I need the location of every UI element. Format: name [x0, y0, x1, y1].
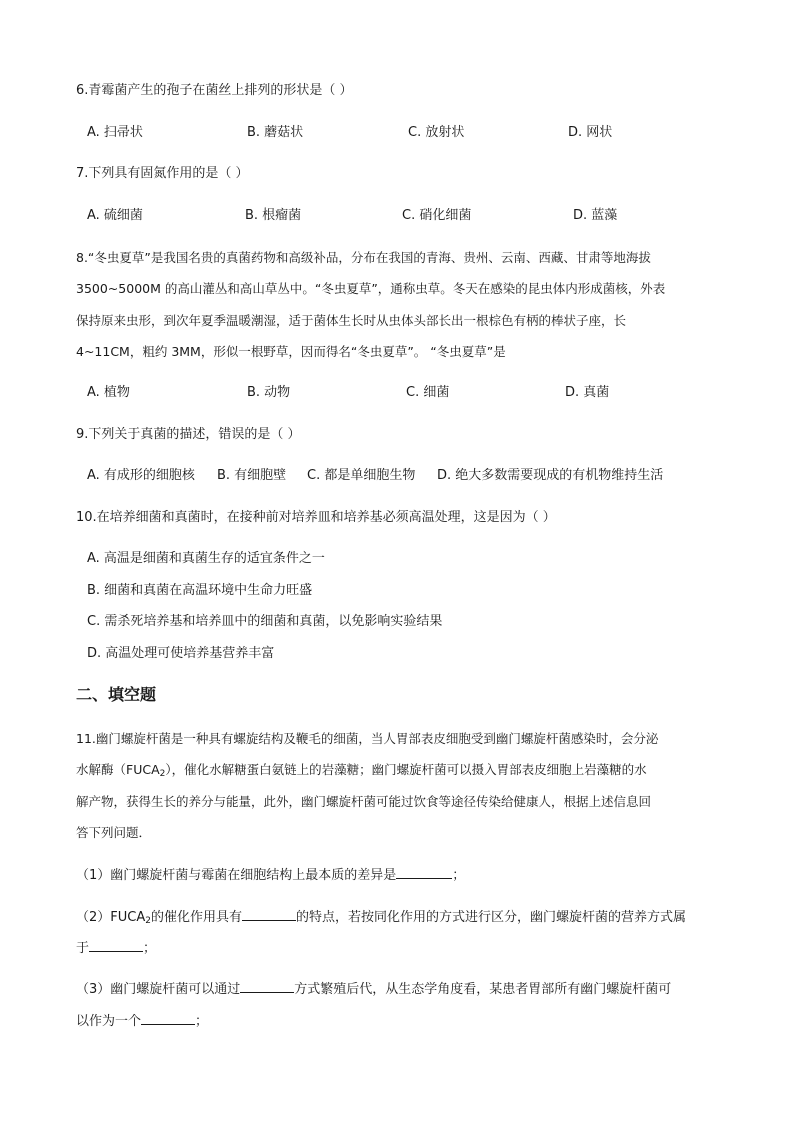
q8-option-b: B. 动物	[247, 385, 291, 400]
q8-option-d: D. 真菌	[565, 385, 610, 400]
q11-sub2-text-a: （2）FUCA	[76, 910, 146, 925]
q7-option-b: B. 根瘤菌	[245, 208, 302, 223]
question-6-stem: 6.青霉菌产生的孢子在菌丝上排列的形状是（ ）	[76, 83, 353, 98]
q11-sub3-text-a: （3）幽门螺旋杆菌可以通过	[76, 982, 241, 997]
question-9-stem: 9.下列关于真菌的描述，错误的是（ ）	[76, 427, 301, 442]
q11-sub3-text-b: 方式繁殖后代，从生态学角度看，某患者胃部所有幽门螺旋杆菌可	[294, 982, 672, 997]
q11-sub-question-3-cont	[76, 1012, 208, 1030]
question-11-line-2	[76, 762, 647, 782]
q9-option-a: A. 有成形的细胞核	[87, 468, 195, 483]
question-11-line-4: 答下列问题．	[76, 825, 152, 840]
answer-blank-5[interactable]	[141, 1012, 195, 1025]
q11-sub3-text-c: 以作为一个	[76, 1014, 142, 1029]
answer-blank-2[interactable]	[242, 908, 296, 921]
q6-option-a: A. 扫帚状	[87, 125, 143, 140]
q11-sub2-end: ；	[143, 941, 157, 956]
q6-option-d: D. 网状	[568, 125, 613, 140]
q9-option-b: B. 有细胞壁	[217, 468, 287, 483]
q11-line2-text-a: 水解酶（FUCA	[76, 762, 160, 777]
q11-sub-question-1	[76, 866, 465, 884]
q11-sub1-end: ；	[452, 868, 466, 883]
question-10-stem: 10.在培养细菌和真菌时，在接种前对培养皿和培养基必须高温处理，这是因为（ ）	[76, 510, 556, 525]
question-7-stem: 7.下列具有固氮作用的是（ ）	[76, 166, 249, 181]
q10-option-b: B. 细菌和真菌在高温环境中生命力旺盛	[87, 583, 313, 598]
answer-blank-1[interactable]	[396, 866, 452, 879]
q8-option-a: A. 植物	[87, 385, 130, 400]
answer-blank-4[interactable]	[240, 980, 294, 993]
question-11-line-3: 解产物，获得生长的养分与能量，此外，幽门螺旋杆菌可能过饮食等途径传染给健康人，根据上述信息回	[76, 794, 652, 809]
q11-sub2-text-b: 的催化作用具有	[150, 910, 242, 925]
question-8-line-4: 4~11CM，粗约 3MM，形似一根野草，因而得名“冬虫夏草”。 “冬虫夏草”是	[76, 344, 506, 359]
q7-option-d: D. 蓝藻	[573, 208, 618, 223]
q10-option-a: A. 高温是细菌和真菌生存的适宜条件之一	[87, 551, 325, 566]
q11-line2-text-b: ），催化水解糖蛋白氨链上的岩藻糖；幽门螺旋杆菌可以摄入胃部表皮细胞上岩藻糖的水	[165, 762, 647, 777]
q11-sub-question-2	[76, 908, 686, 929]
question-8-line-1: 8.“冬虫夏草”是我国名贵的真菌药物和高级补品，分布在我国的青海、贵州、云南、西藏、甘肃等地海拔	[76, 250, 651, 265]
q11-sub2-text-d: 于	[76, 941, 90, 956]
question-8-line-2: 3500~5000M 的高山灌丛和高山草丛中。“冬虫夏草”，通称虫草。冬天在感染的昆虫体内形成菌核，外表	[76, 281, 666, 296]
q11-sub-question-3	[76, 980, 671, 998]
q11-sub2-subscript: 2	[145, 916, 151, 926]
q11-sub-question-2-cont	[76, 939, 156, 957]
question-11-line-1: 11.幽门螺旋杆菌是一种具有螺旋结构及鞭毛的细菌，当人胃部表皮细胞受到幽门螺旋杆菌感染时，会分泌	[76, 731, 659, 746]
q11-line2-subscript: 2	[159, 769, 166, 779]
q11-sub3-end: ；	[195, 1014, 209, 1029]
question-8-line-3: 保持原来虫形，到次年夏季温暖潮湿，适于菌体生长时从虫体头部长出一根棕色有柄的棒状子座，长	[76, 313, 627, 328]
q6-option-b: B. 蘑菇状	[247, 125, 304, 140]
answer-blank-3[interactable]	[89, 939, 143, 952]
q10-option-d: D. 高温处理可使培养基营养丰富	[87, 646, 275, 661]
q9-option-d: D. 绝大多数需要现成的有机物维持生活	[437, 468, 664, 483]
q8-option-c: C. 细菌	[406, 385, 450, 400]
q7-option-a: A. 硫细菌	[87, 208, 143, 223]
q11-sub2-text-c: 的特点，若按同化作用的方式进行区分，幽门螺旋杆菌的营养方式属	[295, 910, 686, 925]
q10-option-c: C. 需杀死培养基和培养皿中的细菌和真菌，以免影响实验结果	[87, 614, 443, 629]
q7-option-c: C. 硝化细菌	[402, 208, 472, 223]
q6-option-c: C. 放射状	[408, 125, 465, 140]
q9-option-c: C. 都是单细胞生物	[307, 468, 416, 483]
q11-sub1-text: （1）幽门螺旋杆菌与霉菌在细胞结构上最本质的差异是	[76, 868, 397, 883]
section-heading-fill-in: 二、填空题	[76, 685, 157, 704]
